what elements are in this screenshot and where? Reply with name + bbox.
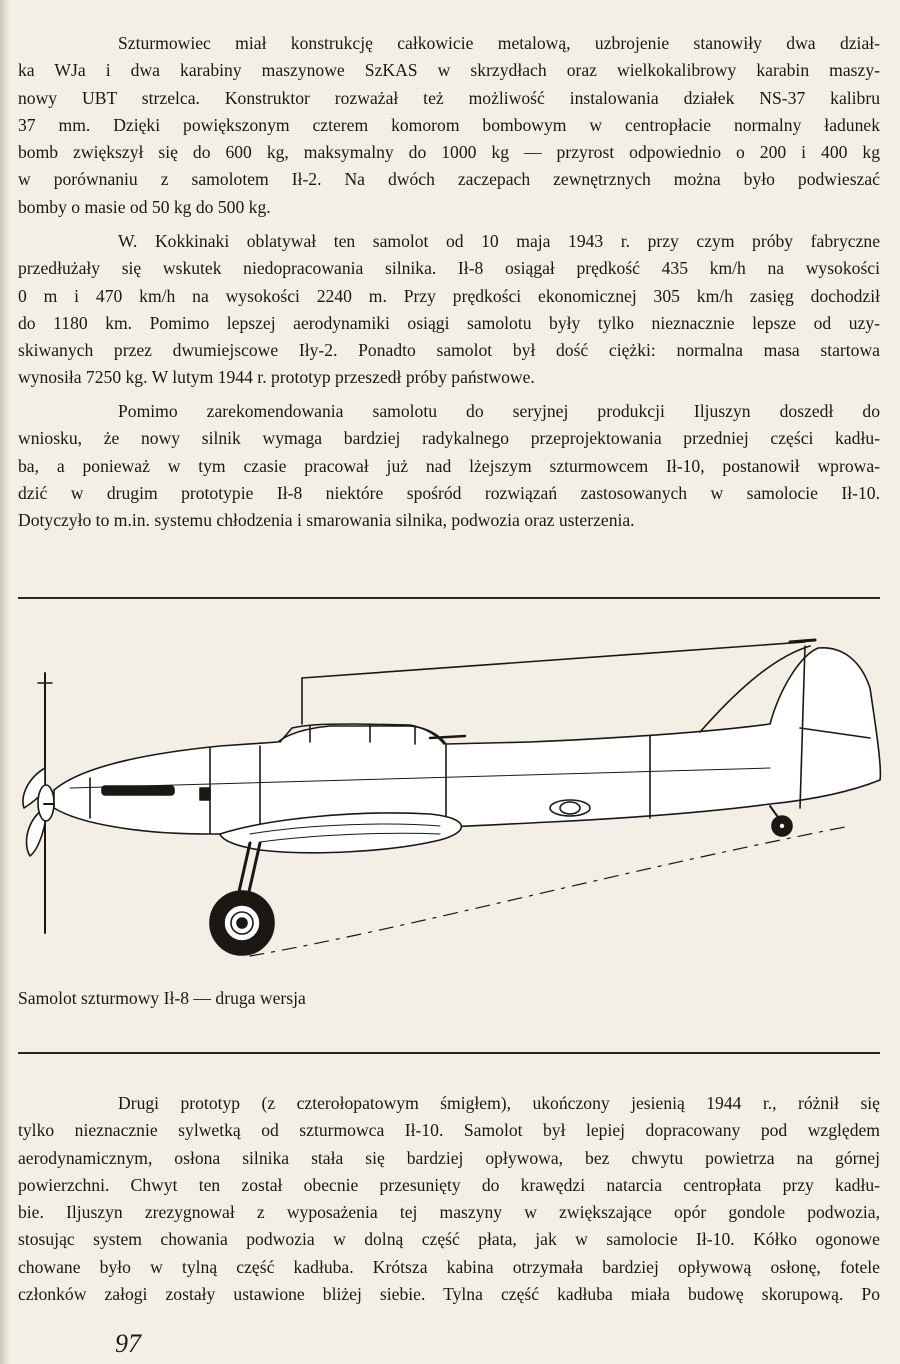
- text-line: Dotyczyło to m.in. systemu chłodzenia i smarowania silnika, podwozia oraz usterzenia.: [18, 510, 635, 531]
- text-line: bomby o masie od 50 kg do 500 kg.: [18, 196, 271, 217]
- text-line: Pomimo zarekomendowania samolotu do seryjnej produkcji Iljuszyn doszedł do: [118, 401, 880, 421]
- text-line: bie. Iljuszyn zrezygnował z wyposażenia tej maszyny w zwiększające opór gondole podwozia,: [18, 1202, 880, 1223]
- text-line: aerodynamicznym, osłona silnika stała się bardziej opływowa, bez chwytu powietrza na górnej: [18, 1147, 880, 1168]
- text-line: powierzchni. Chwyt ten został obecnie przesunięty do krawędzi natarcia centropłata przy kadłu-: [18, 1174, 880, 1195]
- text-line: chowane było w tylną część kadłuba. Krótsza kabina otrzymała bardziej opływową osłonę, fotele: [18, 1256, 880, 1277]
- text-line: przedłużały się wskutek niedopracowania silnika. Ił-8 osiągał prędkość 435 km/h na wysokości: [18, 258, 880, 279]
- text-line: ka WJa i dwa karabiny maszynowe SzKAS w skrzydłach oraz wielkokalibrowy karabin maszy-: [18, 60, 880, 81]
- text-line: tylko nieznacznie sylwetką od szturmowca Ił-10. Samolot był lepiej dopracowany pod względem: [18, 1120, 880, 1141]
- figure-bottom-rule: [18, 1052, 880, 1054]
- text-line: Drugi prototyp (z czterołopatowym śmigłem), ukończony jesienią 1944 r., różnił się: [118, 1093, 880, 1113]
- text-line: wynosiła 7250 kg. W lutym 1944 r. prototyp przeszedł próby państwowe.: [18, 367, 535, 388]
- text-line: Szturmowiec miał konstrukcję całkowicie metalową, uzbrojenie stanowiły dwa dział-: [118, 33, 880, 53]
- figure-top-rule: [18, 597, 880, 599]
- text-line: bomb zwiększył się do 600 kg, maksymalny do 1000 kg — przyrost odpowiednio o 200 i 400 kg: [18, 142, 880, 163]
- paragraph-1: [18, 30, 880, 221]
- text-line: ba, a ponieważ w tym czasie pracował już nad lżejszym szturmowcem Ił-10, postanowił wprowa-: [18, 455, 880, 476]
- paragraph-2: [18, 228, 880, 392]
- text-line: wniosku, że nowy silnik wymaga bardziej radykalnego przeprojektowania przedniej części kadłu-: [18, 428, 880, 449]
- text-line: W. Kokkinaki oblatywał ten samolot od 10 maja 1943 r. przy czym próby fabryczne: [118, 231, 880, 251]
- text-line: do 1180 km. Pomimo lepszej aerodynamiki osiągi samolotu były tylko nieznacznie lepsze od uzy-: [18, 312, 880, 333]
- text-line: skiwanych przez dwumiejscowe Iły-2. Ponadto samolot był dość ciężki: normalna masa startowa: [18, 340, 880, 361]
- text-line: 37 mm. Dzięki powiększonym czterem komorom bombowym w centropłacie normalny ładunek: [18, 114, 880, 135]
- text-line: nowy UBT strzelca. Konstruktor rozważał też możliwość instalowania działek NS-37 kalibru: [18, 87, 880, 108]
- page-number: 97: [115, 1329, 141, 1358]
- tail-wheel-icon: [770, 806, 792, 836]
- figure-caption: Samolot szturmowy Ił-8 — druga wersja: [18, 988, 306, 1008]
- text-line: 0 m i 470 km/h na wysokości 2240 m. Przy prędkości ekonomicznej 305 km/h zasięg dochodził: [18, 285, 880, 306]
- text-line: dzić w drugim prototypie Ił-8 niektóre spośród rozwiązań zastosowanych w samolocie Ił-10.: [18, 482, 880, 503]
- paragraph-3: [18, 398, 880, 534]
- text-line: w porównaniu z samolotem Ił-2. Na dwóch zaczepach zewnętrznych można było podwieszać: [18, 169, 880, 190]
- main-landing-gear-icon: [210, 843, 274, 955]
- text-line: członków załogi zostały ustawione bliżej siebie. Tylna część kadłuba miała budowę skorupową. Po: [18, 1284, 880, 1305]
- aircraft-side-view-drawing: [10, 628, 890, 968]
- page-gutter-shadow: [0, 0, 10, 1364]
- text-line: stosując system chowania podwozia w dolną część płata, jak w samolocie Ił-10. Kółko ogonowe: [18, 1229, 880, 1250]
- paragraph-4: [18, 1090, 880, 1308]
